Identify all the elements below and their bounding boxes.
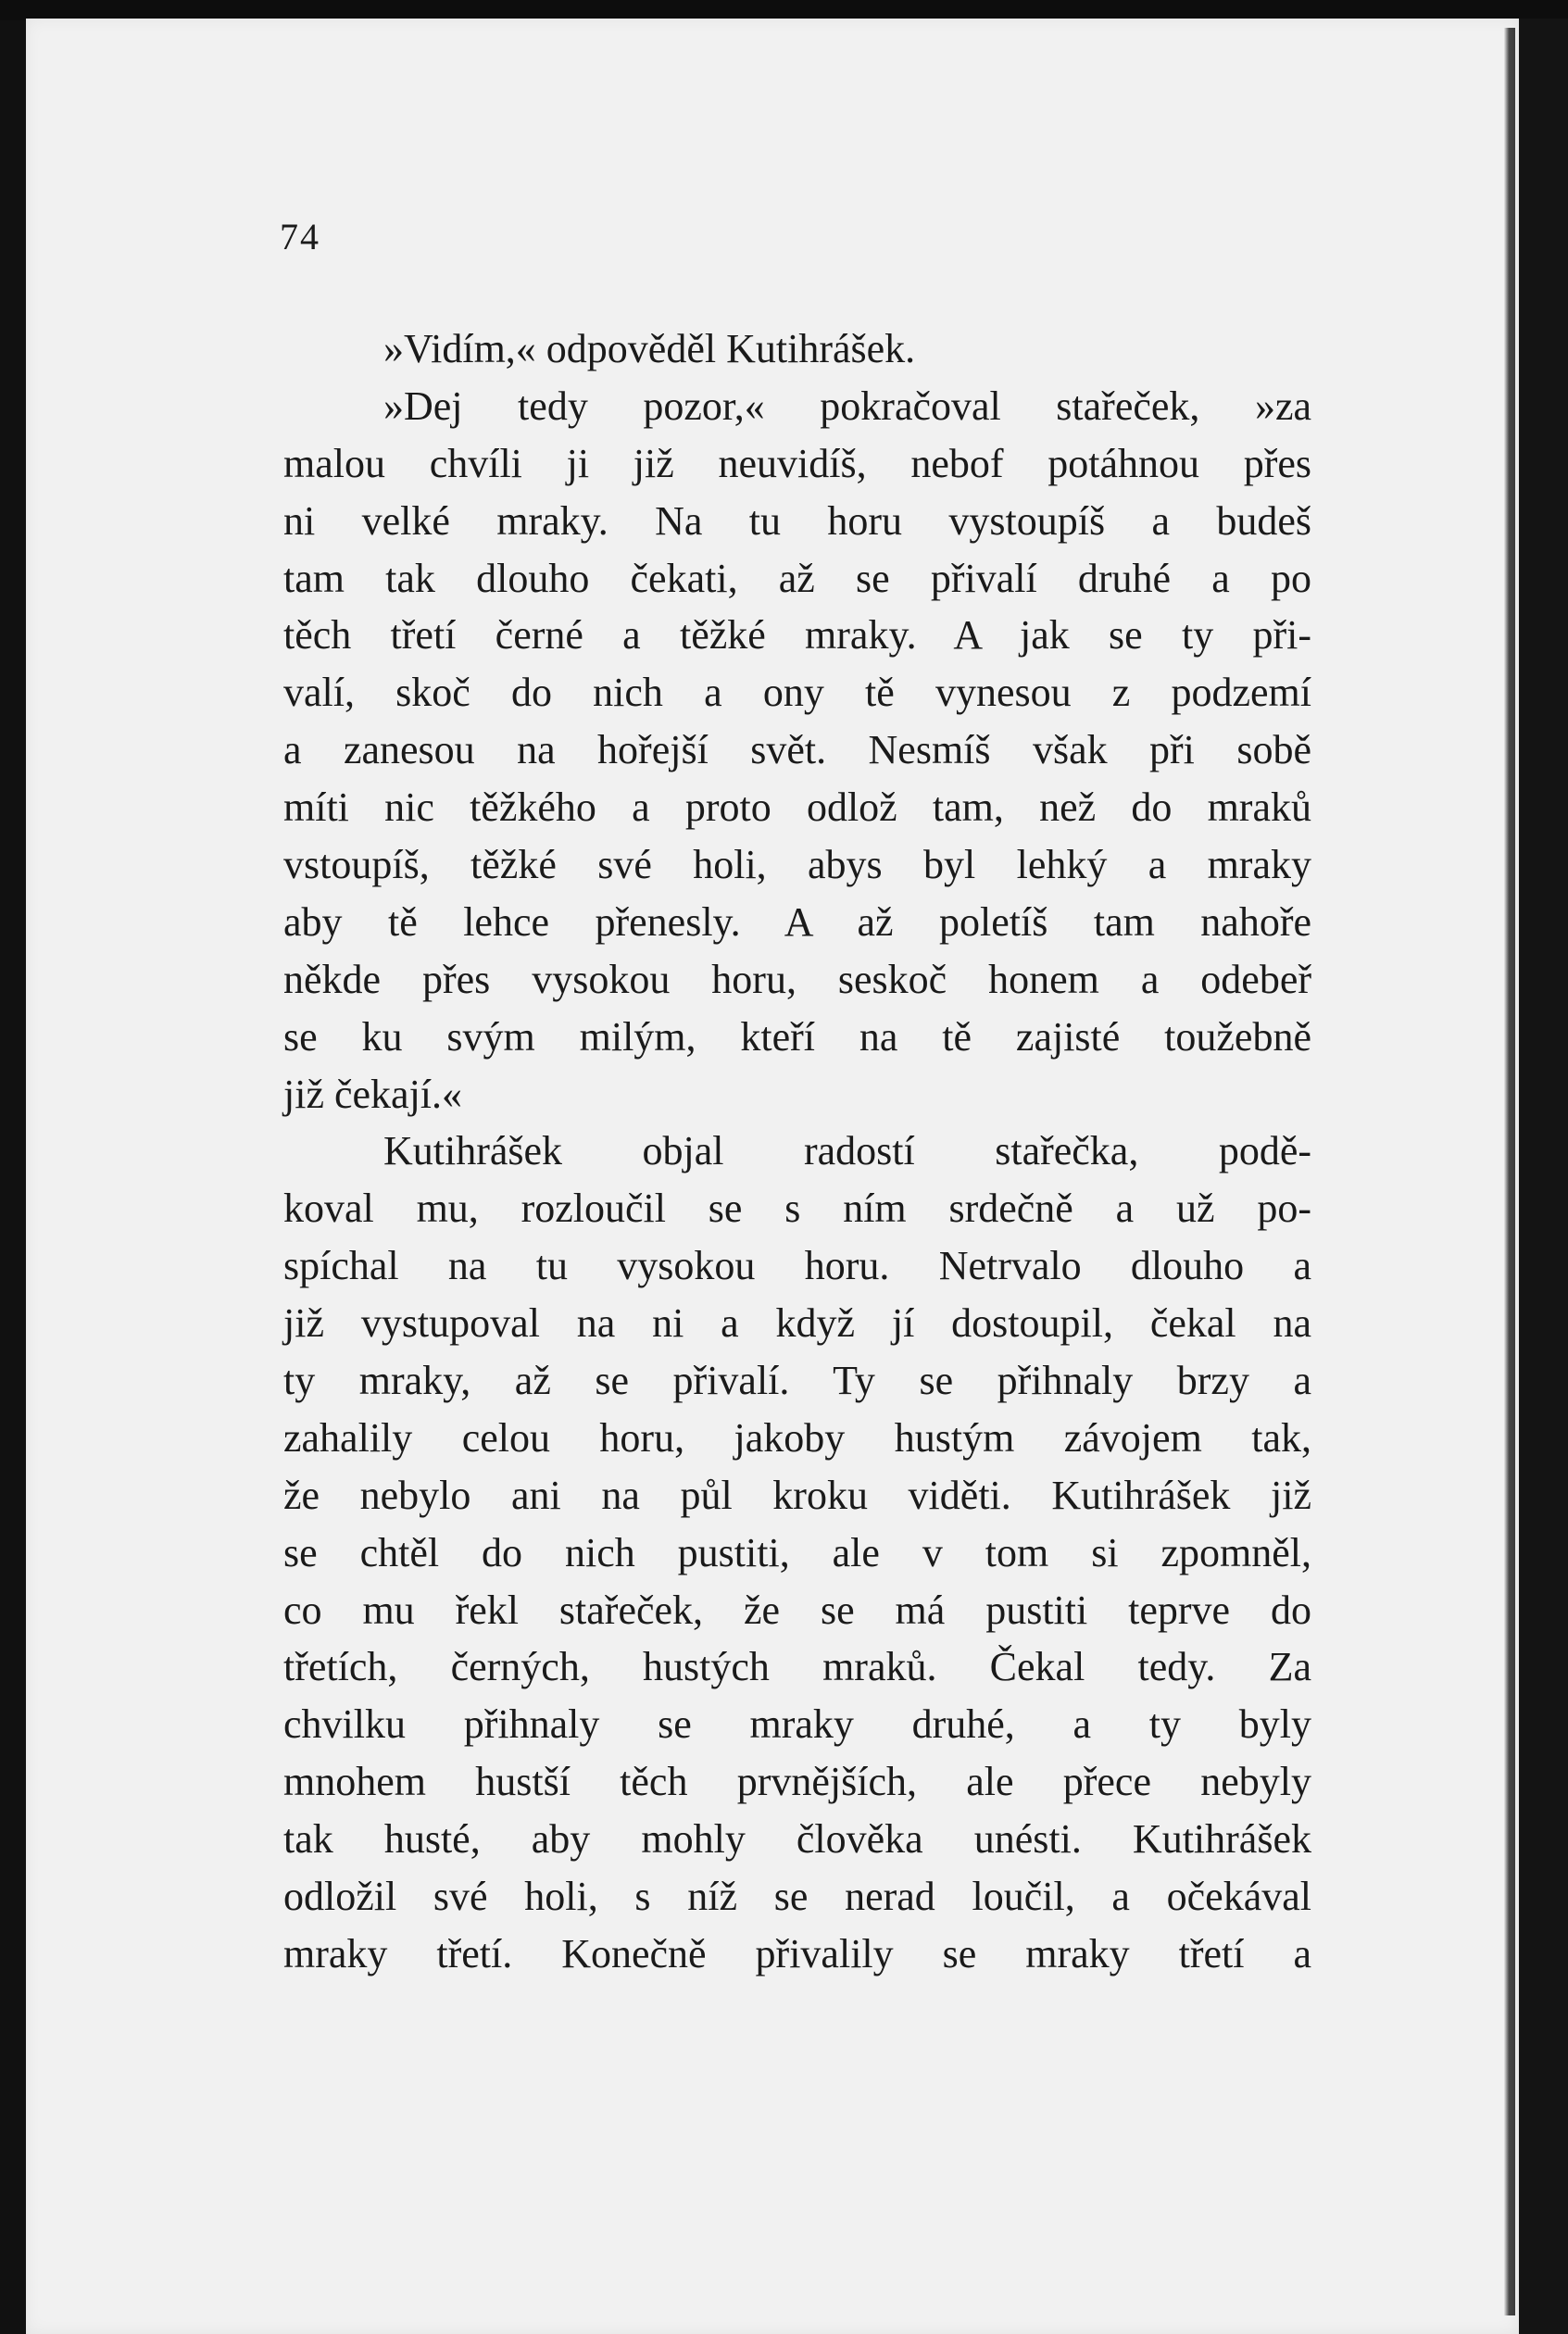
text-line: tam tak dlouho čekati, až se přivalí druhé a po [283,555,1311,601]
text-line: co mu řekl stařeček, že se má pustiti teprve do [283,1587,1311,1633]
page-gutter-shadow [1504,28,1515,2315]
text-line: třetích, černých, hustých mraků. Čekal tedy. Za [283,1644,1311,1690]
text-line: míti nic těžkého a proto odlož tam, než do mraků [283,784,1311,831]
text-line: ni velké mraky. Na tu horu vystoupíš a budeš [283,497,1311,544]
text-line: mnohem hustší těch prvnějších, ale přece nebyly [283,1759,1311,1805]
text-line: aby tě lehce přenesly. A až poletíš tam nahoře [283,898,1311,945]
text-line: zahalily celou horu, jakoby hustým závojem tak, [283,1414,1311,1461]
text-line: mraky třetí. Konečně přivalily se mraky třetí a [283,1930,1311,1976]
text-line: koval mu, rozloučil se s ním srdečně a už po- [283,1186,1311,1232]
text-line: valí, skoč do nich a ony tě vynesou z podzemí [283,670,1311,716]
text-line: že nebylo ani na půl kroku viděti. Kutihrášek již [283,1472,1311,1518]
text-line: »Dej tedy pozor,« pokračoval stařeček, »za [383,383,1311,429]
text-line: již vystupoval na ni a když jí dostoupil, čekal na [283,1300,1311,1347]
text-line: »Vidím,« odpověděl Kutihrášek. [383,326,916,371]
text-line: již čekají.« [283,1071,463,1117]
text-line: tak husté, aby mohly člověka unésti. Kutihrášek [283,1816,1311,1863]
page-number: 74 [280,216,320,257]
text-line: ty mraky, až se přivalí. Ty se přihnaly brzy a [283,1358,1311,1404]
body-text [283,320,1311,1983]
text-line: se chtěl do nich pustiti, ale v tom si zpomněl, [283,1529,1311,1575]
text-line: odložil své holi, s níž se nerad loučil, a očekával [283,1874,1311,1920]
text-line: těch třetí černé a těžké mraky. A jak se ty při- [283,612,1311,659]
text-line: a zanesou na hořejší svět. Nesmíš však při sobě [283,727,1311,773]
scan-border-top [0,0,1568,20]
text-line: spíchal na tu vysokou horu. Netrvalo dlouho a [283,1243,1311,1289]
scan-border-right [1519,19,1568,2334]
text-line: někde přes vysokou horu, seskoč honem a odebeř [283,956,1311,1002]
text-line: chvilku přihnaly se mraky druhé, a ty byly [283,1701,1311,1748]
text-line: Kutihrášek objal radostí stařečka, podě- [383,1128,1311,1174]
text-line: malou chvíli ji již neuvidíš, nebof potáhnou přes [283,440,1311,486]
text-line: se ku svým milým, kteří na tě zajisté toužebně [283,1013,1311,1060]
text-line: vstoupíš, těžké své holi, abys byl lehký a mraky [283,842,1311,888]
